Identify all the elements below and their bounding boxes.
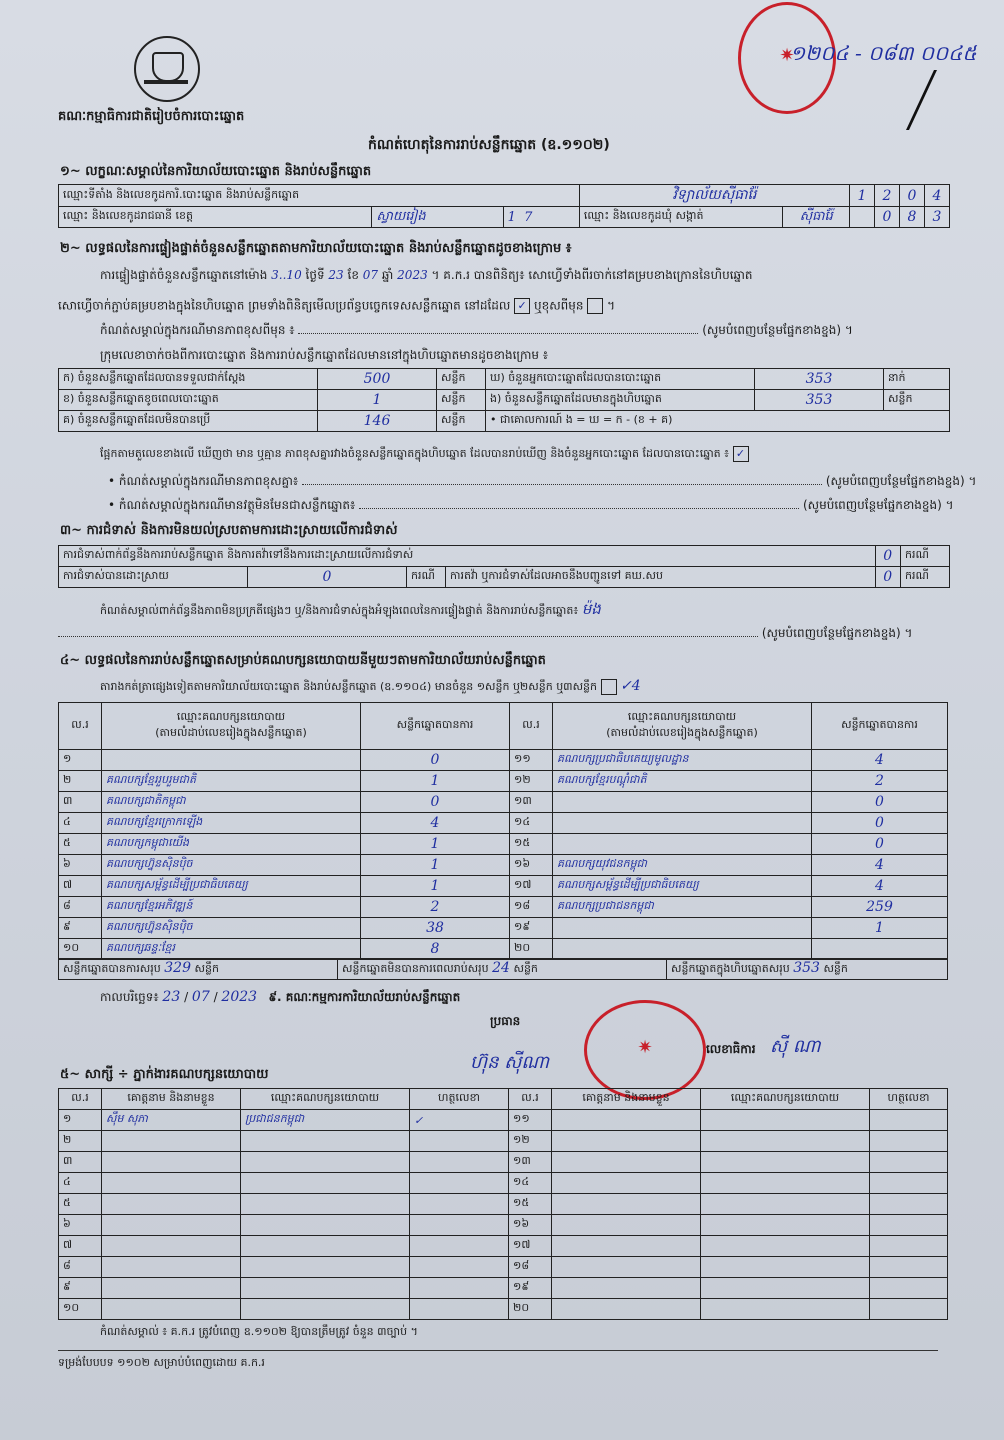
secretary-signature: ស៊ី ណា [770,1036,821,1057]
commune-value: ស៊ីធារ៉ែ [783,207,850,228]
witness-row: ៩ ១៩ [59,1278,948,1299]
witness-row: ៧ ១៧ [59,1236,948,1257]
witness-table [58,1088,948,1320]
bullet-non-ballot: • កំណត់សម្គាល់ក្នុងករណីមានវត្ថុមិនមែនជាសន្លឹកឆ្នោត៖ (សូមបំពេញបន្ថែមផ្នែកខាងខ្នង) ។ [108,498,954,512]
date-line: កាលបរិច្ឆេទ៖ 23 / 07 / 2023 ៩. គណៈកម្មការការិយាល័យរាប់សន្លឹកឆ្នោត [100,989,461,1005]
party-row: ៦ គណបក្សហ្វ៊ុនស៊ិនប៉ិច 1 ១៦ គណបក្សយុវជនកម្ពុជា 4 [59,855,948,876]
hour-value: 3..10 [271,268,302,282]
location-code-2: 2 [875,185,900,207]
witness-row: ១០ ២០ [59,1299,948,1320]
secretary-label: លេខាធិការ [706,1042,756,1056]
section1-table [58,184,950,228]
commune-code-3: 3 [925,207,950,228]
footer-text: ទម្រង់បែបបទ ១១០២ សម្រាប់បំពេញដោយ គ.ក.រ [58,1356,265,1369]
difference-note: កំណត់សម្គាល់ក្នុងករណីមានភាពខុសពីមុន ៖ (សូមបំពេញបន្ថែមផ្នែកខាងខ្នង) ។ [100,323,853,337]
witness-row: ៣ ១៣ [59,1152,948,1173]
month-value: 07 [362,268,379,282]
location-value: វិទ្យាល័យស៊ីធារ៉ែ [579,185,849,207]
party-row: ៣ គណបក្សជាតិកម្ពុជា 0 ១៣ 0 [59,792,948,813]
party-header-row: ល.រ ឈ្មោះគណបក្សនយោបាយ (តាមលំដាប់លេខរៀងក្នុងសន្លឹកឆ្នោត) សន្លឹកឆ្នោតបានការ ល.រ ឈ្មោះគណបក្សនយោបាយ (តាមលំដាប់លេខរៀងក្នុងសន្លឹកឆ្នោត) សន្លឹកឆ្នោតបានការ [59,703,948,750]
handwritten-code: ១២០៤ - ០៨៣ ០០៤៥ [790,41,977,65]
tick-mark [866,70,937,130]
witness-header-row: ល.រ គោត្តនាម និងនាមខ្លួន ឈ្មោះគណបក្សនយោបាយ ហត្ថលេខា ល.រ គោត្តនាម និងនាមខ្លួន ឈ្មោះគណបក្សនយោបាយ ហត្ថលេខា [59,1089,948,1110]
chair-label: ប្រធាន [490,1014,521,1028]
same-checkbox: ✓ [514,298,530,314]
verification-line: ការផ្ទៀងផ្ទាត់ចំនួនសន្លឹកឆ្នោតនៅម៉ោង 3..10 ថ្ងៃទី 23 ខែ 07 ឆ្នាំ 2023 ។ គ.ក.រ បានពិនិត្យ៖ សោហ្វើទាំងពីរចាក់នៅគម្របខាងក្រោននៃហិបឆ្នោត [100,268,753,282]
ballot-row: គ) ចំនួនសន្លឹកឆ្នោតដែលមិនបានប្រើ 146 សន្លឹក • ជាគោលការណ៍ ង = ឃ = ក - (ខ + គ) [59,411,950,432]
party-row: ៤ គណបក្សខ្មែរក្រោកឡើង 4 ១៤ 0 [59,813,948,834]
witness-row: ៤ ១៤ [59,1173,948,1194]
irregularity-fill: (សូមបំពេញបន្ថែមផ្នែកខាងខ្នង) ។ [58,626,948,640]
location-label: ឈ្មោះទីតាំង និងលេខកូដការិ.បោះឆ្នោត និងរាប់សន្លឹកឆ្នោត [59,185,580,207]
day-value: 23 [328,268,344,282]
ballot-count-table [58,368,950,432]
witness-row: ៦ ១៦ [59,1215,948,1236]
location-code-3: 0 [900,185,925,207]
location-code-4: 4 [925,185,950,207]
nec-emblem-icon [134,36,200,102]
commune-code-blank [850,207,875,228]
witness-row: ១ ស៊ឹម សុភា ប្រជាជនកម្ពុជា ✓ ១១ [59,1110,948,1131]
ballot-row: ក) ចំនួនសន្លឹកឆ្នោតដែលបានទទួលជាក់ស្តែង 500 សន្លឹក ឃ) ចំនួនអ្នកបោះឆ្នោតដែលបានបោះឆ្នោត 353 នាក់ [59,369,950,390]
party-row: ១០ គណបក្សឆន្ទៈខ្មែរ 8 ២០ [59,939,948,960]
party-row: ១ 0 ១១ គណបក្សប្រជាធិបតេយ្យមូលដ្ឋាន 4 [59,750,948,771]
section4-intro: តារាងកត់ត្រាផ្សេងទៀតតាមការិយាល័យបោះឆ្នោត និងរាប់សន្លឹកឆ្នោត (ឧ.១១០៤) មានចំនួន ១សន្លឹក ឬ២សន្លឹក ឬ៣សន្លឹក ✓4 [100,678,641,694]
commune-label: ឈ្មោះ និងលេខកូដឃុំ សង្កាត់ [579,207,783,228]
section4-heading: ៤~ លទ្ធផលនៃការរាប់សន្លឹកឆ្នោតសម្រាប់គណបក្សនយោបាយនីមួយៗតាមការិយាល័យរាប់សន្លឹកឆ្នោត [60,653,546,668]
complaints-table: ការជំទាស់ពាក់ព័ន្ធនឹងការរាប់សន្លឹកឆ្នោត និងការតវ៉ាទៅនឹងការដោះស្រាយលើការជំទាស់ 0 ករណី ការជំទាស់បានដោះស្រាយ 0 ករណី ការតវ៉ា ឬការជំទាស់ដែលអាចនឹងបញ្ជូនទៅ គឃ.សប 0 ករណី [58,545,950,588]
seal-check-line: សោហ្វើចាក់ភ្ជាប់គម្របខាងក្នុងនៃហិបឆ្នោត ព្រមទាំងពិនិត្យមើលប្រព័ន្ធបច្ចេកទេសសន្លឹកឆ្នោត នៅដដែល ✓ ឬខុសពីមុន ។ [58,298,616,313]
location-code-1: 1 [850,185,875,207]
province-code: 1 7 [503,207,579,228]
party-row: ២ គណបក្សខ្មែររួបរួមជាតិ 1 ១២ គណបក្សខ្មែរបណ្ដុំជាតិ 2 [59,771,948,792]
compare-line: ផ្អែកតាមតួលេខខាងលើ ឃើញថា មាន ឬគ្មាន ភាពខុសគ្នារវាងចំនួនសន្លឹកឆ្នោតក្នុងហិបឆ្នោត ដែលបានរាប់ឃើញ និងចំនួនអ្នកបោះឆ្នោត ដែលបានបោះឆ្នោត ៖ ✓ [100,446,960,462]
section3-heading: ៣~ ការជំទាស់ និងការមិនយល់ស្របតាមការដោះស្រាយលើការជំទាស់ [60,523,398,538]
party-row: ៨ គណបក្សខ្មែរអភិវឌ្ឍន៍ 2 ១៨ គណបក្សប្រជាជនកម្ពុជា 259 [59,897,948,918]
witness-row: ៨ ១៨ [59,1257,948,1278]
org-name: គណៈកម្មាធិការជាតិរៀបចំការបោះឆ្នោត [58,109,245,124]
party-row: ៥ គណបក្សកម្ពុជាយើង 1 ១៥ 0 [59,834,948,855]
final-note: កំណត់សម្គាល់ ៖ គ.ក.រ ត្រូវបំពេញ ឧ.១១០២ ឱ្យបានត្រឹមត្រូវ ចំនួន ៣ច្បាប់ ។ [100,1325,418,1338]
bullet-difference: • កំណត់សម្គាល់ក្នុងករណីមានភាពខុសគ្នា៖ (សូមបំពេញបន្ថែមផ្នែកខាងខ្នង) ។ [108,474,977,488]
party-row: ៩ គណបក្សហ្វ៊ុនស៊ិនប៉ិច 38 ១៩ 1 [59,918,948,939]
irregularity-note: កំណត់សម្គាល់ពាក់ព័ន្ធនឹងភាពមិនប្រក្រតីផ្សេងៗ ឬ/និងការជំទាស់ក្នុងអំឡុងពេលនៃការផ្ទៀងផ្ទាត់ និងការរាប់សន្លឹកឆ្នោត៖ ម៉ង [100,600,601,618]
official-stamp-top: ✷ [738,2,836,114]
footer-divider [58,1350,938,1351]
none-checkbox: ✓ [733,446,749,462]
commune-code-2: 8 [900,207,925,228]
province-value: ស្វាយរៀង [372,207,503,228]
official-stamp-bottom: ✷ [584,1000,706,1100]
party-results-table [58,702,948,960]
party-row: ៧ គណបក្សសម្ព័ន្ធដើម្បីប្រជាធិបតេយ្យ 1 ១៧ គណបក្សសម្ព័ន្ធដើម្បីប្រជាធិបតេយ្យ 4 [59,876,948,897]
commune-code-1: 0 [875,207,900,228]
section2-heading: ២~ លទ្ធផលនៃការផ្ទៀងផ្ទាត់ចំនួនសន្លឹកឆ្នោតតាមការិយាល័យបោះឆ្នោត និងរាប់សន្លឹកឆ្នោតដូចខាងក្រោម ៖ [60,241,572,256]
chair-signature: ហ៊ុន ស៊ីណា [470,1052,550,1073]
section1-heading: ១~ លក្ខណៈសម្គាល់នៃការិយាល័យបោះឆ្នោត និងរាប់សន្លឹកឆ្នោត [60,164,372,179]
province-label: ឈ្មោះ និងលេខកូដរាជធានី ខេត្ត [59,207,372,228]
section5-heading: ៥~ សាក្សី ÷ ភ្នាក់ងារគណបក្សនយោបាយ [60,1067,269,1082]
totals-table: សន្លឹកឆ្នោតបានការសរុប 329 សន្លឹក សន្លឹកឆ្នោតមិនបានការពេលរាប់សរុប 24 សន្លឹក សន្លឹកឆ្នោតក្នុងហិបឆ្នោតសរុប 353 សន្លឹក [58,958,948,980]
year-value: 2023 [397,268,428,282]
form-title: កំណត់ហេតុនៃការរាប់សន្លឹកឆ្នោត (ឧ.១១០២) [368,137,610,153]
different-checkbox [587,298,603,314]
ballot-row: ខ) ចំនួនសន្លឹកឆ្នោតខូចពេលបោះឆ្នោត 1 សន្លឹក ង) ចំនួនសន្លឹកឆ្នោតដែលមានក្នុងហិបឆ្នោត 353 សន្លឹក [59,390,950,411]
results-intro: ក្រុមលេខាចាក់ចងពីការបោះឆ្នោត និងការរាប់សន្លឹកឆ្នោតដែលមាននៅក្នុងហិបឆ្នោតមានដូចខាងក្រោម ៖ [100,348,549,362]
sheet-count-box [601,679,617,695]
witness-row: ៥ ១៥ [59,1194,948,1215]
witness-row: ២ ១២ [59,1131,948,1152]
